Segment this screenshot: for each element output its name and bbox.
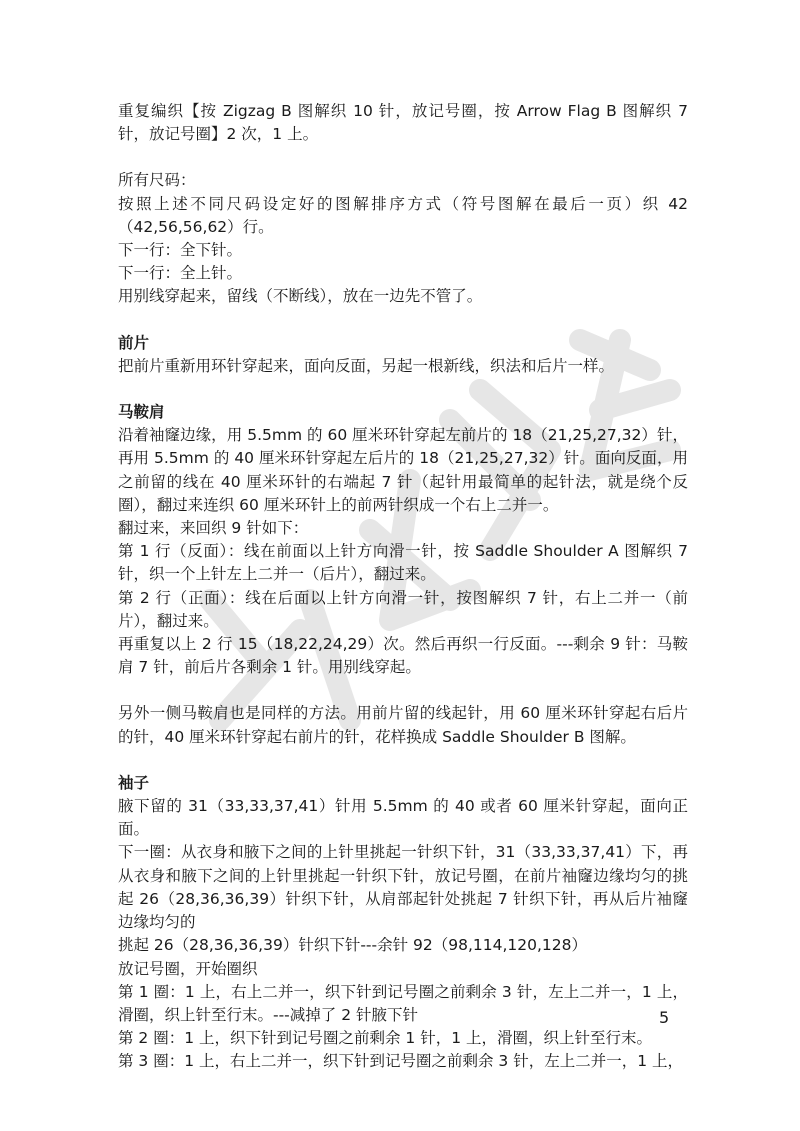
section-front <box>118 332 688 378</box>
section-all-sizes <box>118 169 688 308</box>
paragraph: 再重复以上 2 行 15（18,22,24,29）次。然后再织一行反面。---剩余 9 针：马鞍肩 7 针，前后片各剩余 1 针。用别线穿起。 <box>118 635 688 677</box>
paragraph: 重复编织【按 Zigzag B 图解织 10 针，放记号圈，按 Arrow Flag B 图解织 7 针，放记号圈】2 次，1 上。 <box>118 102 688 144</box>
paragraph: 另外一侧马鞍肩也是同样的方法。用前片留的线起针，用 60 厘米环针穿起右后片的针，40 厘米环针穿起右前片的针，花样换成 Saddle Shoulder B 图解。 <box>118 704 688 746</box>
section-heading: 袖子 <box>118 773 150 792</box>
paragraph: 第 3 圈：1 上，右上二并一，织下针到记号圈之前剩余 3 针，左上二并一，1 上， <box>118 1052 684 1071</box>
paragraph: 第 2 圈：1 上，织下针到记号圈之前剩余 1 针，1 上，滑圈，织上针至行末。 <box>118 1029 653 1048</box>
section-heading: 前片 <box>118 333 150 352</box>
paragraph: 挑起 26（28,36,36,39）针织下针---余针 92（98,114,120,128） <box>118 936 588 955</box>
paragraph: 第 1 行（反面）：线在前面以上针方向滑一针，按 Saddle Shoulder A 图解织 7 针，织一个上针左上二并一（后片），翻过来。 <box>118 542 688 584</box>
section-intro <box>118 100 688 146</box>
paragraph: 下一圈：从衣身和腋下之间的上针里挑起一针织下针，31（33,33,37,41）下，再从衣身和腋下之间的上针里挑起一针织下针，放记号圈，在前片袖窿边缘均匀的挑起 26（28,36,36,39）针织下针，从肩部起针处挑起 7 针织下针，再从后片袖窿边缘均匀的 <box>118 843 688 932</box>
page-number: 5 <box>659 1008 670 1027</box>
paragraph: 按照上述不同尺码设定好的图解排序方式（符号图解在最后一页）织 42（42,56,56,62）行。 <box>118 194 688 236</box>
section-sleeves <box>118 772 688 1074</box>
section-other-shoulder <box>118 702 688 748</box>
paragraph: 放记号圈，开始圈织 <box>118 959 258 978</box>
paragraph: 下一行：全上针。 <box>118 264 243 283</box>
paragraph: 把前片重新用环针穿起来，面向反面，另起一根新线，织法和后片一样。 <box>118 356 615 375</box>
section-heading: 马鞍肩 <box>118 403 165 422</box>
paragraph: 下一行：全下针。 <box>118 241 243 260</box>
paragraph: 所有尺码： <box>118 171 196 190</box>
paragraph: 沿着袖窿边缘，用 5.5mm 的 60 厘米环针穿起左前片的 18（21,25,27,32）针，再用 5.5mm 的 40 厘米环针穿起左后片的 18（21,25,27,32）针。面向反面，用之前留的线在 40 厘米环针的右端起 7 针（起针用最简单的起针法，就是绕个反圈），翻过来连织 60 厘米环针上的前两针织成一个右上二并一。 <box>118 426 688 514</box>
paragraph: 翻过来，来回织 9 针如下： <box>118 519 309 538</box>
document-body <box>118 100 688 1074</box>
section-saddle-shoulder <box>118 401 688 679</box>
paragraph: 腋下留的 31（33,33,37,41）针用 5.5mm 的 40 或者 60 厘米针穿起，面向正面。 <box>118 797 688 839</box>
paragraph: 第 2 行（正面）：线在后面以上针方向滑一针，按图解织 7 针，右上二并一（前片），翻过来。 <box>118 588 688 630</box>
paragraph: 用别线穿起来，留线（不断线），放在一边先不管了。 <box>118 287 483 306</box>
paragraph: 第 1 圈：1 上，右上二并一，织下针到记号圈之前剩余 3 针，左上二并一，1 上，滑圈，织上针至行末。---减掉了 2 针腋下针 <box>118 982 688 1024</box>
